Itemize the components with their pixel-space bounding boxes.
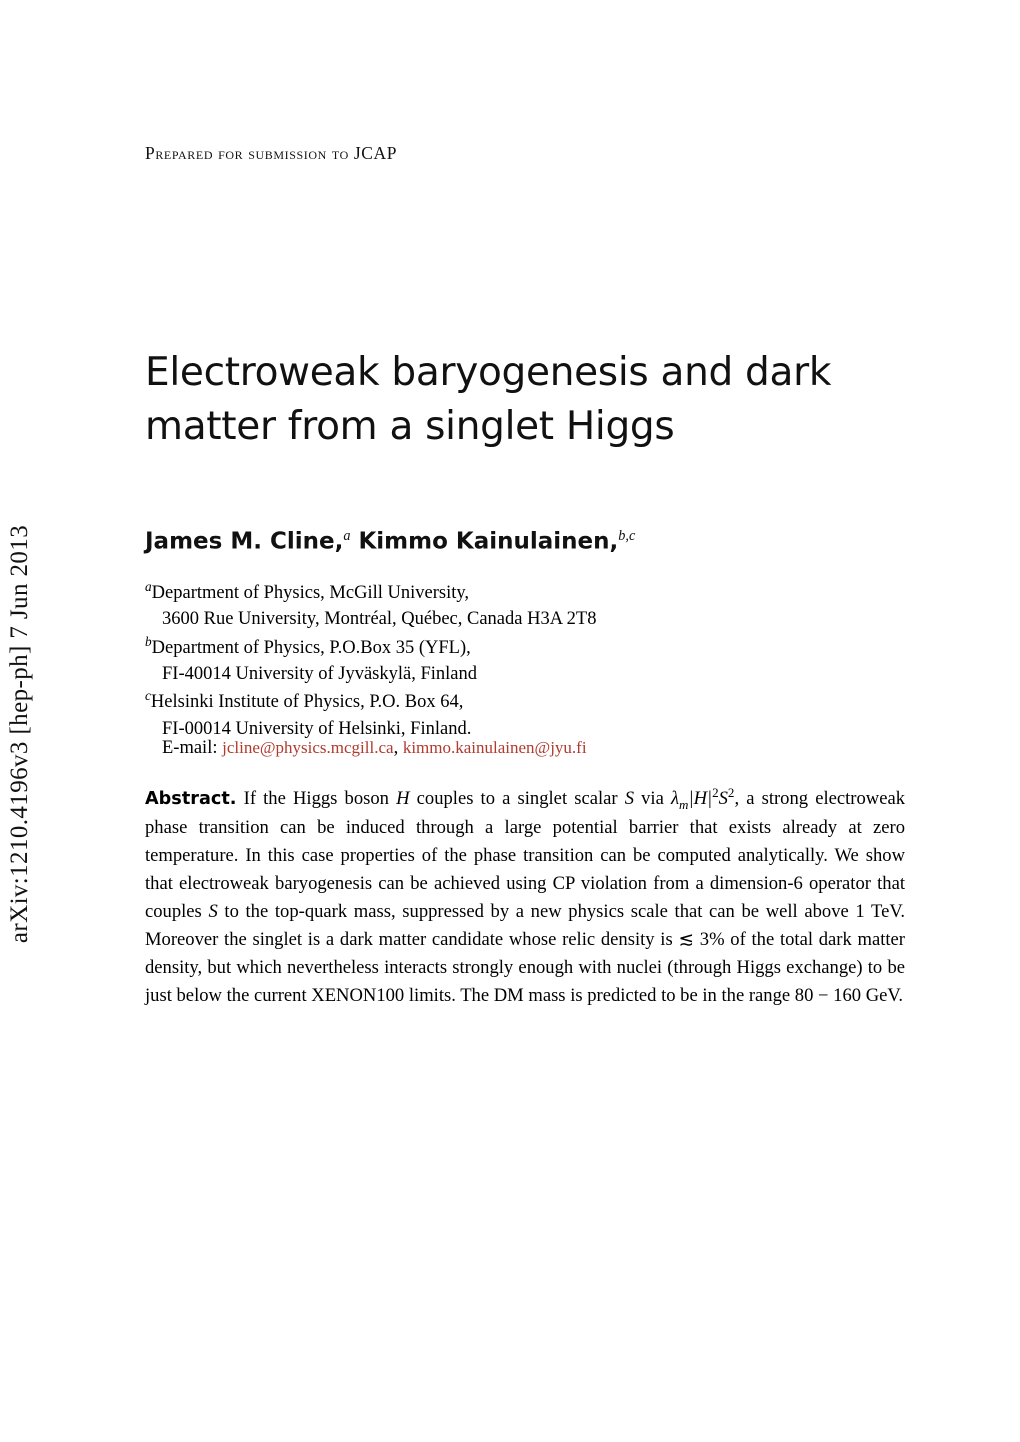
author-list: [145, 528, 885, 555]
arxiv-identifier-stamp: arXiv:1210.4196v3 [hep-ph] 7 Jun 2013: [6, 524, 33, 944]
author-name-2: Kimmo Kainulainen,: [350, 528, 619, 555]
affiliation-b: [145, 633, 845, 688]
abstract-text-2: couples to a singlet scalar: [409, 788, 625, 810]
paper-page: [145, 0, 920, 1442]
abstract-coupling-lambda: λ: [670, 788, 680, 810]
affiliation-a-line-2: 3600 Rue University, Montréal, Québec, Canada H3A 2T8: [162, 609, 597, 630]
author-name-1: James M. Cline,: [145, 528, 344, 555]
affiliation-c-line-1: Helsinki Institute of Physics, P.O. Box 64,: [150, 692, 464, 713]
email-link-1[interactable]: jcline@physics.mcgill.ca: [222, 738, 394, 757]
abstract-symbol-H: H: [396, 788, 410, 810]
author-affiliation-mark-1: a: [343, 528, 351, 544]
affiliation-c: [145, 687, 845, 742]
abstract-text-6: 3% of the total dark matter density, but which nevertheless interacts strongly enough with nuclei (through Higgs exchange) to be just below the current XENON100 limits. The DM mass is predicted to be in the range 80 − 160 GeV.: [145, 928, 905, 1006]
abstract-coupling-singlet: S: [718, 788, 728, 810]
abstract-symbol-S2: S: [208, 901, 218, 923]
email-label: E-mail:: [162, 738, 218, 758]
affiliation-b-line-2: FI-40014 University of Jyväskylä, Finland: [162, 664, 477, 685]
abstract-text-4: , a strong electroweak phase transition can be induced through a large potential barrier that exists already at zero temperature. In this case properties of the phase transition can be computed analytically. We show that electroweak baryogenesis can be achieved using CP violation from a dimension-6 operator that couples: [145, 788, 906, 923]
affiliation-c-line-2: FI-00014 University of Helsinki, Finland.: [162, 718, 472, 739]
abstract-text-1: If the Higgs boson: [236, 788, 397, 810]
affiliation-list: [145, 578, 845, 742]
affiliation-a-line-1: Department of Physics, McGill University,: [151, 583, 470, 604]
affiliation-a: [145, 578, 845, 633]
author-affiliation-mark-2: b,c: [618, 528, 636, 544]
abstract-text-3: via: [634, 788, 671, 810]
affiliation-mark-a: a: [145, 579, 152, 594]
email-separator: ,: [393, 738, 403, 758]
affiliation-mark-c: c: [145, 688, 151, 704]
abstract-coupling-exponent-1: 2: [712, 785, 719, 800]
abstract-heading: Abstract.: [145, 789, 237, 810]
abstract-text-5: to the top-quark mass, suppressed by a new physics scale that can be well above 1 TeV. Moreover the singlet is a dark matter candidate whose relic density is: [145, 901, 905, 950]
abstract-symbol-S: S: [624, 788, 635, 810]
page-title: Electroweak baryogenesis and dark matter from a singlet Higgs: [145, 350, 832, 449]
abstract-coupling-subscript: m: [679, 796, 689, 812]
affiliation-b-line-1: Department of Physics, P.O.Box 35 (YFL),: [151, 637, 471, 658]
abstract-coupling-field: |H|: [688, 788, 713, 810]
submission-line: Prepared for submission to JCAP: [145, 143, 398, 163]
affiliation-mark-b: b: [145, 633, 152, 649]
abstract-block: [145, 783, 905, 1010]
email-line: [162, 738, 587, 759]
email-link-2[interactable]: kimmo.kainulainen@jyu.fi: [402, 738, 587, 757]
abstract-coupling-exponent-2: 2: [727, 785, 735, 800]
abstract-lesssim-symbol: ≲: [678, 928, 695, 950]
